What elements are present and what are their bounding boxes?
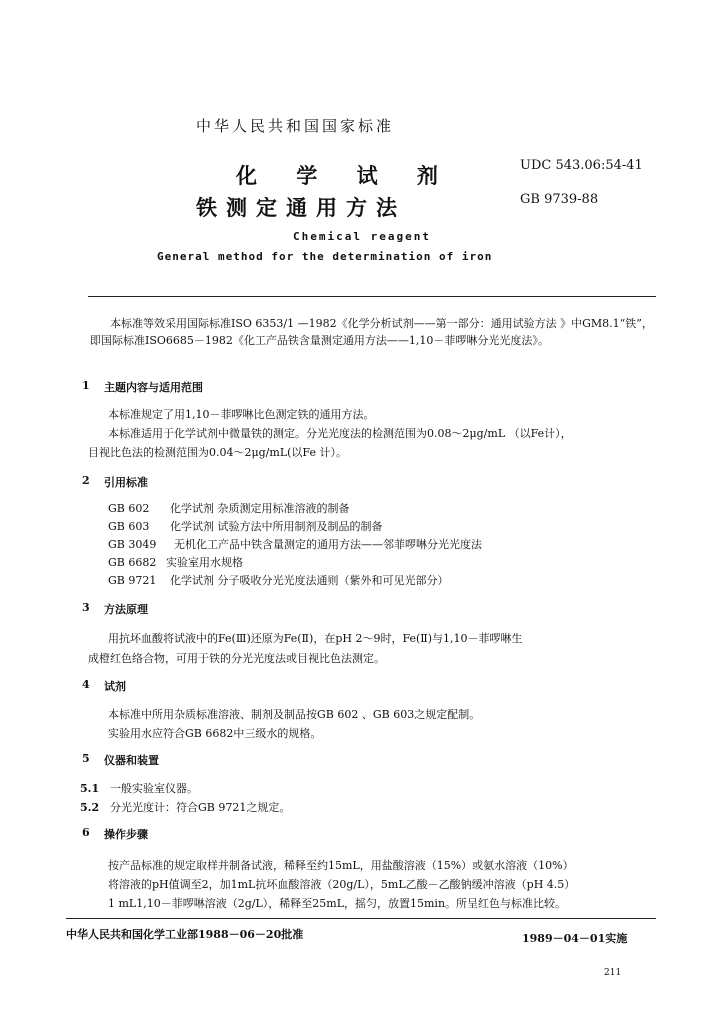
section-4-p2: 实验用水应符合GB 6682中三级水的规格。 <box>108 727 322 740</box>
reference-item <box>108 500 350 516</box>
section-2-heading <box>0 474 724 490</box>
reference-title: 化学试剂 杂质测定用标准溶液的制备 <box>170 502 350 515</box>
document-org-header: 中华人民共和国国家标准 <box>196 117 395 135</box>
section-6-heading <box>0 826 724 842</box>
section-3-p1: 用抗坏血酸将试液中的Fe(Ⅲ)还原为Fe(Ⅱ)，在pH 2～9时，Fe(Ⅱ)与1,10－菲啰啉生 <box>108 632 523 645</box>
title-cn-line2: 铁测定通用方法 <box>196 195 406 220</box>
subsection-5-1 <box>80 780 198 796</box>
reference-code: GB 9721 <box>108 574 157 587</box>
reference-item <box>108 554 243 570</box>
section-number: 2 <box>82 474 90 487</box>
section-title: 方法原理 <box>104 603 148 616</box>
reference-title: 化学试剂 试验方法中所用制剂及制品的制备 <box>170 520 383 533</box>
subsection-text: 分光光度计：符合GB 9721之规定。 <box>110 801 291 814</box>
section-title: 引用标准 <box>104 476 148 489</box>
section-6-p2: 将溶液的pH值调至2，加1mL抗坏血酸溶液（20g/L），5mL乙酸－乙酸钠缓冲溶液（pH 4.5） <box>108 878 576 891</box>
intro-paragraph: 本标准等效采用国际标准ISO 6353/1 —1982《化学分析试剂——第一部分：通用试验方法 》中GM8.1“铁”，即国际标准ISO6685－1982《化工产品铁含量测定通用方法——1,10－菲啰啉分光光度法》。 <box>90 317 653 347</box>
title-en-line2: General method for the determination of iron <box>157 250 493 263</box>
section-number: 6 <box>82 826 90 839</box>
page-number: 211 <box>604 968 622 978</box>
header-divider <box>88 296 656 297</box>
section-4-heading <box>0 678 724 694</box>
reference-code: GB 3049 <box>108 538 157 551</box>
section-1-p1: 本标准规定了用1,10－菲啰啉比色测定铁的通用方法。 <box>108 408 375 421</box>
section-title: 主题内容与适用范围 <box>104 381 203 394</box>
subsection-text: 一般实验室仪器。 <box>110 782 198 795</box>
section-title: 试剂 <box>104 680 126 693</box>
title-en-line1: Chemical reagent <box>293 230 431 243</box>
reference-title: 无机化工产品中铁含量测定的通用方法——邻菲啰啉分光光度法 <box>174 538 482 551</box>
reference-code: GB 603 <box>108 520 150 533</box>
reference-title: 实验室用水规格 <box>166 556 243 569</box>
section-3-heading <box>0 601 724 617</box>
reference-code: GB 6682 <box>108 556 157 569</box>
effective-date: 1989－04－01实施 <box>522 932 628 945</box>
section-1-p3: 目视比色法的检测范围为0.04～2μg/mL(以Fe 计）。 <box>88 446 347 459</box>
section-6-p1: 按产品标准的规定取样并制备试液，稀释至约15mL，用盐酸溶液（15%）或氨水溶液（10%） <box>108 859 574 872</box>
reference-item <box>108 572 449 588</box>
approval-date: 中华人民共和国化学工业部1988－06－20批准 <box>66 928 304 941</box>
reference-item <box>108 536 482 552</box>
section-number: 3 <box>82 601 90 614</box>
title-cn-line1: 化 学 试 剂 <box>236 163 454 188</box>
subsection-number: 5.1 <box>80 782 100 795</box>
section-5-heading <box>0 752 724 768</box>
section-number: 4 <box>82 678 90 691</box>
reference-code: GB 602 <box>108 502 150 515</box>
section-title: 仪器和装置 <box>104 754 159 767</box>
subsection-number: 5.2 <box>80 801 100 814</box>
section-title: 操作步骤 <box>104 828 148 841</box>
section-6-p3: 1 mL1,10－菲啰啉溶液（2g/L），稀释至25mL，摇匀，放置15min。所呈红色与标准比较。 <box>108 897 567 910</box>
section-1-p2: 本标准适用于化学试剂中微量铁的测定。分光光度法的检测范围为0.08～2μg/mL （以Fe计）， <box>108 427 572 440</box>
reference-title: 化学试剂 分子吸收分光光度法通则（紫外和可见光部分） <box>170 574 449 587</box>
subsection-5-2 <box>80 799 290 815</box>
footer-divider <box>66 918 656 919</box>
section-1-heading <box>0 379 724 395</box>
section-number: 1 <box>82 379 90 392</box>
section-number: 5 <box>82 752 90 765</box>
section-4-p1: 本标准中所用杂质标准溶液、制剂及制品按GB 602 、GB 603之规定配制。 <box>108 708 481 721</box>
udc-number: UDC 543.06:54-41 <box>520 158 643 173</box>
section-3-p2: 成橙红色络合物，可用于铁的分光光度法或目视比色法测定。 <box>88 652 385 665</box>
gb-number: GB 9739-88 <box>520 192 599 207</box>
reference-item <box>108 518 383 534</box>
